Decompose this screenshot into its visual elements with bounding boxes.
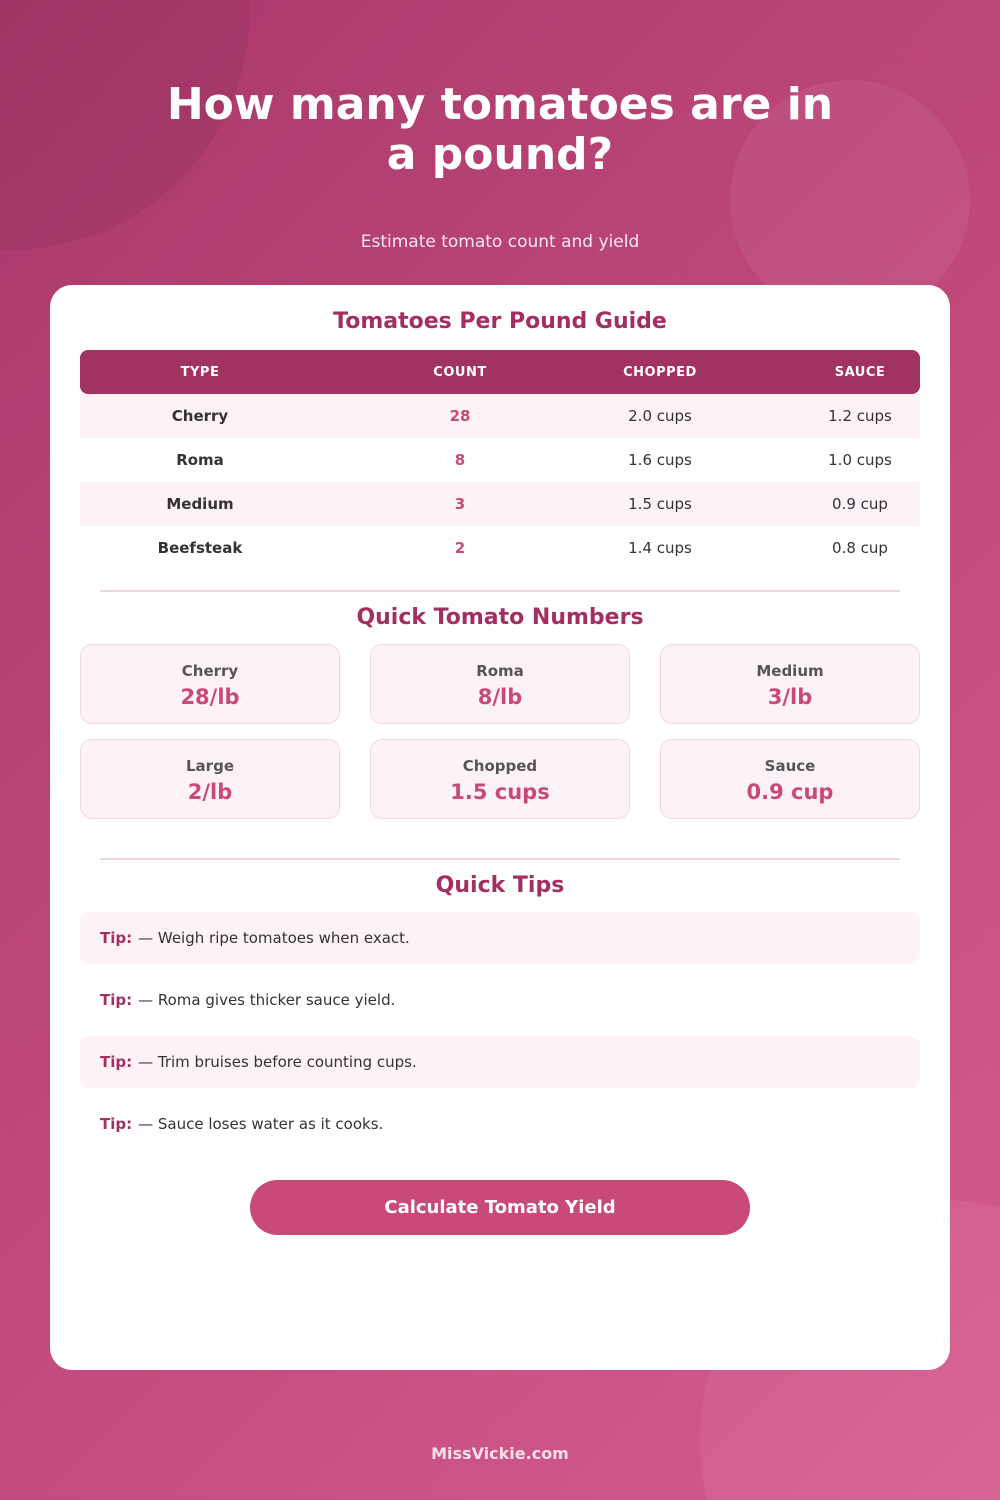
cell-chopped: 1.6 cups	[628, 451, 692, 469]
column-header-type: TYPE	[180, 364, 220, 380]
cell-chopped: 1.4 cups	[628, 539, 692, 557]
tip-item	[80, 1098, 920, 1150]
cell-type: Beefsteak	[157, 539, 243, 557]
tip-text: — Sauce loses water as it cooks.	[138, 1115, 384, 1133]
stat-label: Chopped	[462, 757, 538, 775]
site-brand: MissVickie.com	[431, 1444, 569, 1463]
tip-item	[80, 974, 920, 1026]
section-divider	[100, 590, 900, 592]
tip-key: Tip:	[100, 929, 133, 947]
tips-title: Quick Tips	[435, 873, 565, 898]
cell-type: Roma	[176, 451, 224, 469]
table-row	[80, 394, 920, 438]
cell-sauce: 0.8 cup	[832, 539, 888, 557]
tip-key: Tip:	[100, 991, 133, 1009]
cell-count: 8	[454, 451, 466, 469]
table-row	[80, 482, 920, 526]
tip-text: — Weigh ripe tomatoes when exact.	[138, 929, 410, 947]
page-subtitle: Estimate tomato count and yield	[360, 232, 640, 252]
stat-label: Medium	[756, 662, 824, 680]
calculate-yield-button[interactable]: Calculate Tomato Yield	[250, 1180, 750, 1235]
stat-tile-large	[80, 739, 340, 819]
stat-value: 2/lb	[187, 780, 233, 804]
stat-value: 8/lb	[477, 685, 523, 709]
cell-type: Cherry	[171, 407, 229, 425]
stat-tile-roma	[370, 644, 630, 724]
page-title: How many tomatoes are in a pound?	[166, 79, 834, 180]
column-header-chopped: CHOPPED	[623, 364, 697, 380]
cell-chopped: 1.5 cups	[628, 495, 692, 513]
table-row	[80, 526, 920, 570]
tip-text: — Roma gives thicker sauce yield.	[138, 991, 396, 1009]
cell-count: 3	[454, 495, 466, 513]
stat-value: 1.5 cups	[450, 780, 550, 804]
tips-list	[80, 912, 920, 1160]
stat-value: 3/lb	[767, 685, 813, 709]
stat-tile-sauce	[660, 739, 920, 819]
table-body	[80, 394, 920, 570]
cell-count: 28	[449, 407, 471, 425]
cell-sauce: 0.9 cup	[832, 495, 888, 513]
stat-label: Large	[186, 757, 234, 775]
stat-label: Sauce	[764, 757, 816, 775]
stat-value: 28/lb	[180, 685, 240, 709]
main-card	[50, 285, 950, 1370]
tip-key: Tip:	[100, 1053, 133, 1071]
cell-chopped: 2.0 cups	[628, 407, 692, 425]
stat-tile-chopped	[370, 739, 630, 819]
section-divider	[100, 858, 900, 860]
quick-numbers-title: Quick Tomato Numbers	[356, 605, 644, 630]
stat-label: Cherry	[181, 662, 239, 680]
stat-tile-medium	[660, 644, 920, 724]
tip-text: — Trim bruises before counting cups.	[138, 1053, 417, 1071]
tip-item	[80, 912, 920, 964]
cell-sauce: 1.0 cups	[828, 451, 892, 469]
cell-count: 2	[454, 539, 466, 557]
column-header-sauce: SAUCE	[834, 364, 886, 380]
stat-value: 0.9 cup	[746, 780, 834, 804]
tip-key: Tip:	[100, 1115, 133, 1133]
table-header	[80, 350, 920, 394]
cell-sauce: 1.2 cups	[828, 407, 892, 425]
guide-title: Tomatoes Per Pound Guide	[333, 309, 667, 334]
table-row	[80, 438, 920, 482]
stat-tile-cherry	[80, 644, 340, 724]
column-header-count: COUNT	[433, 364, 487, 380]
cell-type: Medium	[166, 495, 234, 513]
quick-numbers-grid	[80, 644, 920, 819]
tomato-guide-table	[80, 350, 920, 570]
stat-label: Roma	[476, 662, 524, 680]
tip-item	[80, 1036, 920, 1088]
